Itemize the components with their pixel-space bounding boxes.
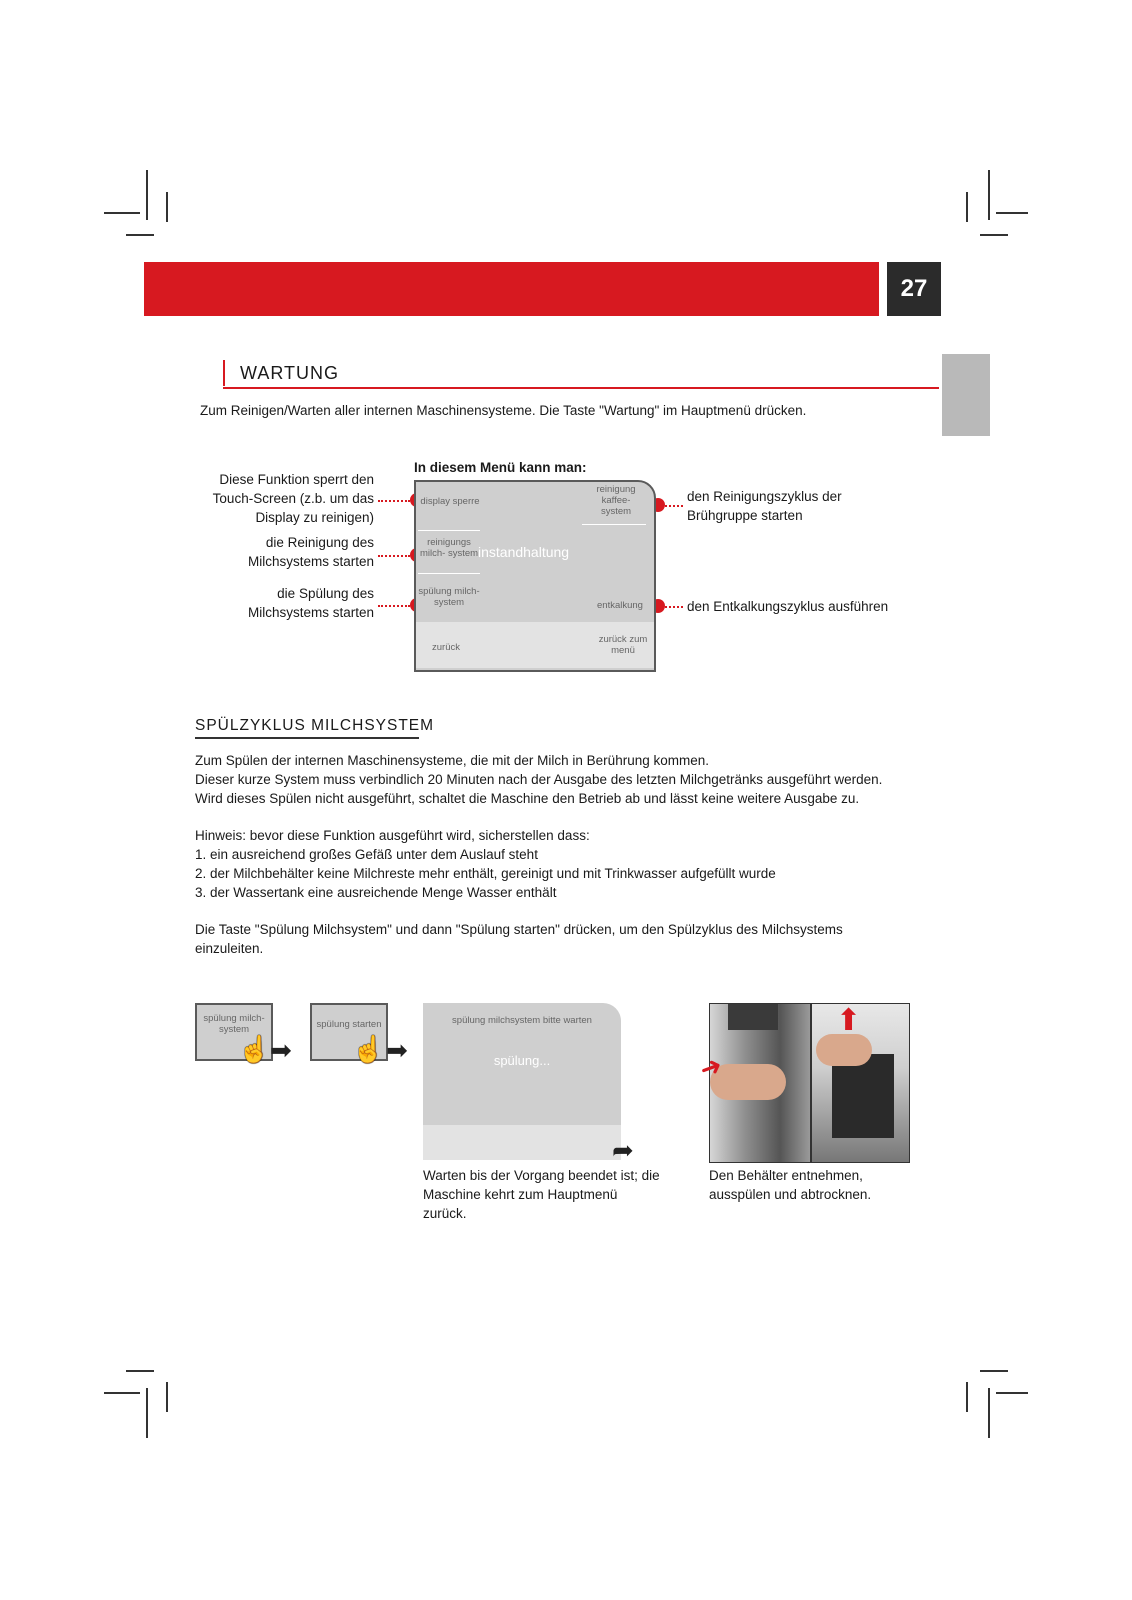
arrow-right-icon: ➡ xyxy=(386,1035,408,1065)
list-item: 3. der Wassertank eine ausreichende Menge Wasser enthält xyxy=(195,885,557,900)
crop-mark xyxy=(146,1388,148,1438)
rinse-paragraph-line: Zum Spülen der internen Maschinensysteme, die mit der Milch in Berührung kommen. xyxy=(195,753,709,768)
connector-line xyxy=(665,606,683,608)
connector-line xyxy=(665,505,683,507)
wartung-intro: Zum Reinigen/Warten aller internen Maschinensysteme. Die Taste "Wartung" im Hauptmenü drücken. xyxy=(200,403,807,418)
crop-mark xyxy=(166,192,168,222)
photo-hand xyxy=(816,1034,872,1066)
crop-mark xyxy=(166,1382,168,1412)
crop-mark xyxy=(104,1392,140,1394)
hand-pointer-icon: ☝ xyxy=(352,1034,385,1064)
rinse-status-label: spülung... xyxy=(493,1053,551,1068)
red-up-arrow-icon: ⬆ xyxy=(836,1004,862,1037)
annotation-display-lock: Diese Funktion sperrt den Touch-Screen (z.b. um das Display zu reinigen) xyxy=(212,472,374,525)
photo-milk-container xyxy=(832,1054,894,1138)
back-to-menu-button[interactable]: zurück zum menü xyxy=(598,634,648,656)
crop-mark xyxy=(980,1370,1008,1372)
screen-footer xyxy=(423,1125,621,1160)
hand-pointer-icon: ☝ xyxy=(238,1034,271,1064)
crop-mark xyxy=(966,1382,968,1412)
section-title-rinse: SPÜLZYKLUS MILCHSYSTEM xyxy=(195,717,435,734)
screen-title: instandhaltung xyxy=(478,544,570,560)
screen-divider xyxy=(582,524,646,525)
rinse-milk-system-button[interactable]: spülung milch- system xyxy=(203,1013,265,1035)
section-title-wartung: WARTUNG xyxy=(240,363,339,383)
screen-divider xyxy=(418,530,480,531)
caption-remove: Den Behälter entnehmen, ausspülen und abtrocknen. xyxy=(709,1168,872,1202)
header-bar xyxy=(144,262,879,316)
menu-heading: In diesem Menü kann man: xyxy=(414,460,587,475)
milk-rinse-button[interactable]: spülung milch- system xyxy=(418,586,480,608)
connector-line xyxy=(378,500,410,502)
back-button[interactable]: zurück xyxy=(432,642,460,653)
crop-mark xyxy=(104,212,140,214)
page-number: 27 xyxy=(887,262,941,316)
annotation-milk-cleaning: die Reinigung des Milchsystems starten xyxy=(247,535,374,569)
annotation-descaling: den Entkalkungszyklus ausführen xyxy=(687,599,889,614)
arrow-right-icon: ➡ xyxy=(270,1035,292,1065)
section-underline xyxy=(195,737,419,739)
milk-cleaning-button[interactable]: reinigungs milch- system xyxy=(419,537,479,559)
return-arrow-icon: ➦ xyxy=(612,1135,634,1165)
crop-mark xyxy=(988,170,990,220)
crop-mark xyxy=(146,170,148,220)
crop-mark xyxy=(988,1388,990,1438)
rinse-paragraph-line: Dieser kurze System muss verbindlich 20 Minuten nach der Ausgabe des letzten Milchgetränks ausgeführt werden. xyxy=(195,772,883,787)
descaling-button[interactable]: entkalkung xyxy=(597,600,643,611)
maintenance-screen xyxy=(414,480,656,672)
photo-press-milk-container xyxy=(695,1003,811,1163)
crop-mark xyxy=(126,234,154,236)
crop-mark xyxy=(996,1392,1028,1394)
red-arrow-icon: ➜ xyxy=(695,1049,727,1085)
display-lock-button[interactable]: display sperre xyxy=(420,496,480,507)
rinse-progress-screen xyxy=(423,1003,621,1160)
coffee-cleaning-button[interactable]: reinigung kaffee- system xyxy=(596,484,636,517)
screen-divider xyxy=(418,573,480,574)
hint-text: Hinweis: bevor diese Funktion ausgeführt wird, sicherstellen dass: xyxy=(195,828,590,843)
screen-status-text: spülung milchsystem bitte warten xyxy=(452,1015,592,1026)
start-rinse-button[interactable]: spülung starten xyxy=(316,1019,382,1030)
crop-mark xyxy=(980,234,1008,236)
rinse-paragraph-line: Wird dieses Spülen nicht ausgeführt, schaltet die Maschine den Betrieb ab und lässt keine weitere Ausgabe zu. xyxy=(195,791,860,806)
crop-mark xyxy=(966,192,968,222)
crop-mark xyxy=(996,212,1028,214)
connector-line xyxy=(378,605,410,607)
section-underline xyxy=(223,387,939,389)
photo-machine-top xyxy=(728,1004,778,1030)
photo-remove-milk-container xyxy=(811,1003,910,1163)
annotation-milk-rinse: die Spülung des Milchsystems starten xyxy=(247,586,374,620)
caption-wait: Warten bis der Vorgang beendet ist; die Maschine kehrt zum Hauptmenü zurück. xyxy=(423,1168,660,1221)
connector-line xyxy=(378,555,410,557)
section-marker xyxy=(223,360,225,386)
annotation-brew-group: den Reinigungszyklus der Brühgruppe starten xyxy=(687,489,842,523)
side-tab xyxy=(942,354,990,436)
instruction-text: Die Taste "Spülung Milchsystem" und dann "Spülung starten" drücken, um den Spülzyklus des Milchsystems einzuleiten. xyxy=(195,922,843,956)
list-item: 2. der Milchbehälter keine Milchreste mehr enthält, gereinigt und mit Trinkwasser aufgefüllt wurde xyxy=(195,866,776,881)
list-item: 1. ein ausreichend großes Gefäß unter dem Auslauf steht xyxy=(195,847,538,862)
crop-mark xyxy=(126,1370,154,1372)
